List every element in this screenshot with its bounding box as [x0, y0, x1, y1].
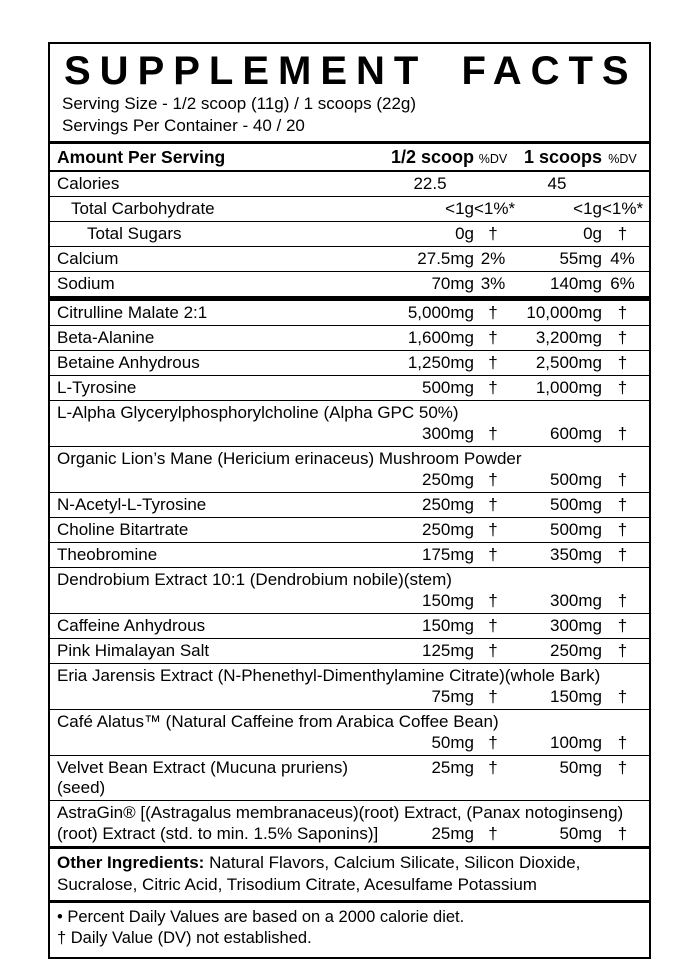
ingredient-name-continued [57, 591, 386, 611]
dv-half-scoop: † [488, 758, 498, 777]
amount-half-scoop: 50mg [431, 733, 474, 752]
amount-one-scoop: 2,500mg [535, 353, 602, 372]
amount-one-scoop: 10,000mg [526, 303, 602, 322]
amount-half-scoop: 5,000mg [407, 303, 474, 322]
dv-one-scoop: † [617, 378, 628, 397]
dv-half-scoop: † [488, 641, 498, 660]
ingredient-rows [50, 301, 649, 846]
dv-one-scoop: † [617, 424, 628, 443]
amount-one-scoop: 500mg [550, 470, 602, 489]
ingredient-name: Total Carbohydrate [71, 199, 215, 218]
amount-one-scoop: 3,200mg [535, 328, 602, 347]
ingredient-name-continued [57, 424, 386, 444]
ingredient-name: Citrulline Malate 2:1 [57, 303, 208, 322]
dv-one-scoop: † [617, 733, 628, 752]
ingredient-name: Eria Jarensis Extract (N-Phenethyl-Dimenthylamine Citrate)(whole Bark) [57, 666, 601, 685]
col1-header: 1/2 scoop [390, 147, 474, 167]
nutrient-rows [50, 172, 649, 296]
amount-one-scoop: 50mg [559, 824, 602, 843]
ingredient-name: Dendrobium Extract 10:1 (Dendrobium nobile)(stem) [57, 570, 452, 589]
dv-one-scoop: 4% [610, 249, 635, 268]
ingredient-row [50, 542, 649, 567]
amount-half-scoop: 27.5mg [417, 249, 474, 268]
dv-one-scoop [602, 174, 643, 194]
dv-one-scoop: † [617, 824, 628, 843]
dv-half-scoop: † [488, 303, 498, 322]
amount-half-scoop: 70mg [431, 274, 474, 293]
dv-half-scoop: † [488, 687, 498, 706]
serving-size-line: Serving Size - 1/2 scoop (11g) / 1 scoops (22g) [62, 94, 417, 113]
dv-one-scoop: † [617, 470, 628, 489]
col1-dv-header: %DV [478, 152, 508, 166]
dv-one-scoop: † [617, 758, 628, 777]
ingredient-name: AstraGin® [(Astragalus membranaceus)(root) Extract, (Panax notoginseng) [57, 803, 624, 822]
amount-one-scoop: 1,000mg [535, 378, 602, 397]
ingredient-name-continued [57, 470, 386, 490]
ingredient-name: Pink Himalayan Salt [57, 641, 210, 660]
dv-one-scoop: † [617, 545, 628, 564]
ingredient-name: Velvet Bean Extract (Mucuna pruriens)(seed) [57, 758, 349, 797]
amount-one-scoop: 300mg [550, 616, 602, 635]
ingredient-row [50, 400, 649, 446]
amount-one-scoop: 300mg [550, 591, 602, 610]
dv-one-scoop: 6% [610, 274, 635, 293]
footnotes [50, 903, 649, 957]
dv-half-scoop: † [488, 424, 498, 443]
amount-one-scoop: 150mg [550, 687, 602, 706]
nutrient-row [50, 246, 649, 271]
nutrient-row [50, 172, 649, 196]
ingredient-name-continued: (root) Extract (std. to min. 1.5% Saponins)] [57, 824, 379, 843]
ingredient-name: Sodium [57, 274, 115, 293]
ingredient-row [50, 755, 649, 800]
amount-one-scoop: 350mg [550, 545, 602, 564]
amount-one-scoop: 500mg [550, 520, 602, 539]
dv-half-scoop: † [488, 328, 498, 347]
ingredient-row [50, 492, 649, 517]
ingredient-name: Choline Bitartrate [57, 520, 189, 539]
amount-half-scoop: 250mg [422, 495, 474, 514]
ingredient-name: Caffeine Anhydrous [57, 616, 206, 635]
dv-one-scoop: † [617, 224, 628, 243]
amount-one-scoop: 0g [583, 224, 602, 243]
dv-one-scoop: † [617, 520, 628, 539]
column-header-row [50, 144, 649, 172]
ingredient-row [50, 709, 649, 755]
ingredient-row [50, 613, 649, 638]
amount-half-scoop: 250mg [422, 520, 474, 539]
dv-one-scoop: † [617, 616, 628, 635]
ingredient-row [50, 663, 649, 709]
ingredient-name-continued [57, 687, 386, 707]
amount-half-scoop: <1g [445, 199, 474, 218]
dv-half-scoop: 3% [480, 274, 506, 293]
ingredient-name: L-Tyrosine [57, 378, 137, 397]
ingredient-row [50, 567, 649, 613]
ingredient-name: Calories [57, 174, 120, 193]
dv-half-scoop: † [488, 591, 498, 610]
amount-one-scoop: 45 [547, 174, 567, 193]
ingredient-name: L-Alpha Glycerylphosphorylcholine (Alpha GPC 50%) [57, 403, 459, 422]
dv-one-scoop: † [617, 328, 628, 347]
dv-half-scoop: † [488, 733, 498, 752]
amount-half-scoop: 150mg [422, 616, 474, 635]
amount-per-serving-header: Amount Per Serving [57, 147, 226, 167]
dv-half-scoop: † [488, 224, 498, 243]
dv-half-scoop: 2% [480, 249, 506, 268]
panel-title: SUPPLEMENT FACTS [64, 49, 638, 92]
dv-one-scoop: † [617, 591, 628, 610]
other-ingredients-label: Other Ingredients: [57, 853, 205, 872]
amount-half-scoop: 175mg [422, 545, 474, 564]
dv-half-scoop: † [488, 353, 498, 372]
amount-half-scoop: 75mg [431, 687, 474, 706]
ingredient-row [50, 800, 649, 846]
amount-one-scoop: 55mg [559, 249, 602, 268]
ingredient-name: Calcium [57, 249, 119, 268]
ingredient-row [50, 350, 649, 375]
dv-half-scoop: † [488, 470, 498, 489]
dv-one-scoop: † [617, 353, 628, 372]
supplement-facts-panel [48, 42, 651, 959]
other-ingredients-text: Natural Flavors, Calcium Silicate, Silicon Dioxide, Sucralose, Citric Acid, Trisodium Citrate, Acesulfame Potassium [57, 853, 581, 894]
amount-half-scoop: 125mg [422, 641, 474, 660]
amount-one-scoop: 140mg [550, 274, 602, 293]
amount-half-scoop: 300mg [422, 424, 474, 443]
footnote-dv-not-established: † Daily Value (DV) not established. [57, 929, 312, 947]
dv-one-scoop: † [617, 495, 628, 514]
dv-one-scoop: † [617, 303, 628, 322]
nutrient-row [50, 196, 649, 221]
dv-half-scoop: <1%* [474, 199, 516, 218]
ingredient-name: Total Sugars [87, 224, 182, 243]
ingredient-name-continued [57, 733, 386, 753]
ingredient-row [50, 325, 649, 350]
ingredient-name: Theobromine [57, 545, 158, 564]
amount-one-scoop: 600mg [550, 424, 602, 443]
amount-one-scoop: <1g [573, 199, 602, 218]
dv-half-scoop: † [488, 824, 498, 843]
amount-half-scoop: 1,600mg [407, 328, 474, 347]
amount-one-scoop: 500mg [550, 495, 602, 514]
dv-one-scoop: † [617, 687, 628, 706]
dv-half-scoop: † [488, 520, 498, 539]
ingredient-name: Café Alatus™ (Natural Caffeine from Arabica Coffee Bean) [57, 712, 499, 731]
dv-one-scoop: † [617, 641, 628, 660]
amount-half-scoop: 250mg [422, 470, 474, 489]
nutrient-row [50, 221, 649, 246]
dv-half-scoop [474, 174, 512, 194]
amount-half-scoop: 22.5 [413, 174, 447, 193]
amount-half-scoop: 0g [455, 224, 474, 243]
ingredient-row [50, 446, 649, 492]
amount-half-scoop: 1,250mg [407, 353, 474, 372]
ingredient-name: Beta-Alanine [57, 328, 155, 347]
amount-half-scoop: 25mg [431, 758, 474, 777]
amount-half-scoop: 25mg [431, 824, 474, 843]
ingredient-row [50, 517, 649, 542]
dv-half-scoop: † [488, 545, 498, 564]
amount-one-scoop: 50mg [559, 758, 602, 777]
amount-one-scoop: 250mg [550, 641, 602, 660]
col2-header: 1 scoops [523, 147, 602, 167]
nutrient-row [50, 271, 649, 296]
col2-dv-header: %DV [608, 152, 637, 166]
ingredient-row [50, 301, 649, 325]
amount-one-scoop: 100mg [550, 733, 602, 752]
dv-one-scoop: <1%* [602, 199, 644, 218]
footnote-dv-basis: • Percent Daily Values are based on a 2000 calorie diet. [57, 908, 465, 926]
ingredient-name: Organic Lion’s Mane (Hericium erinaceus) Mushroom Powder [57, 449, 522, 468]
servings-per-container-line: Servings Per Container - 40 / 20 [62, 116, 305, 135]
dv-half-scoop: † [488, 495, 498, 514]
ingredient-name: Betaine Anhydrous [57, 353, 200, 372]
dv-half-scoop: † [488, 616, 498, 635]
ingredient-row [50, 638, 649, 663]
amount-half-scoop: 150mg [422, 591, 474, 610]
ingredient-name: N-Acetyl-L-Tyrosine [57, 495, 207, 514]
other-ingredients [50, 849, 649, 900]
amount-half-scoop: 500mg [422, 378, 474, 397]
dv-half-scoop: † [488, 378, 498, 397]
ingredient-row [50, 375, 649, 400]
